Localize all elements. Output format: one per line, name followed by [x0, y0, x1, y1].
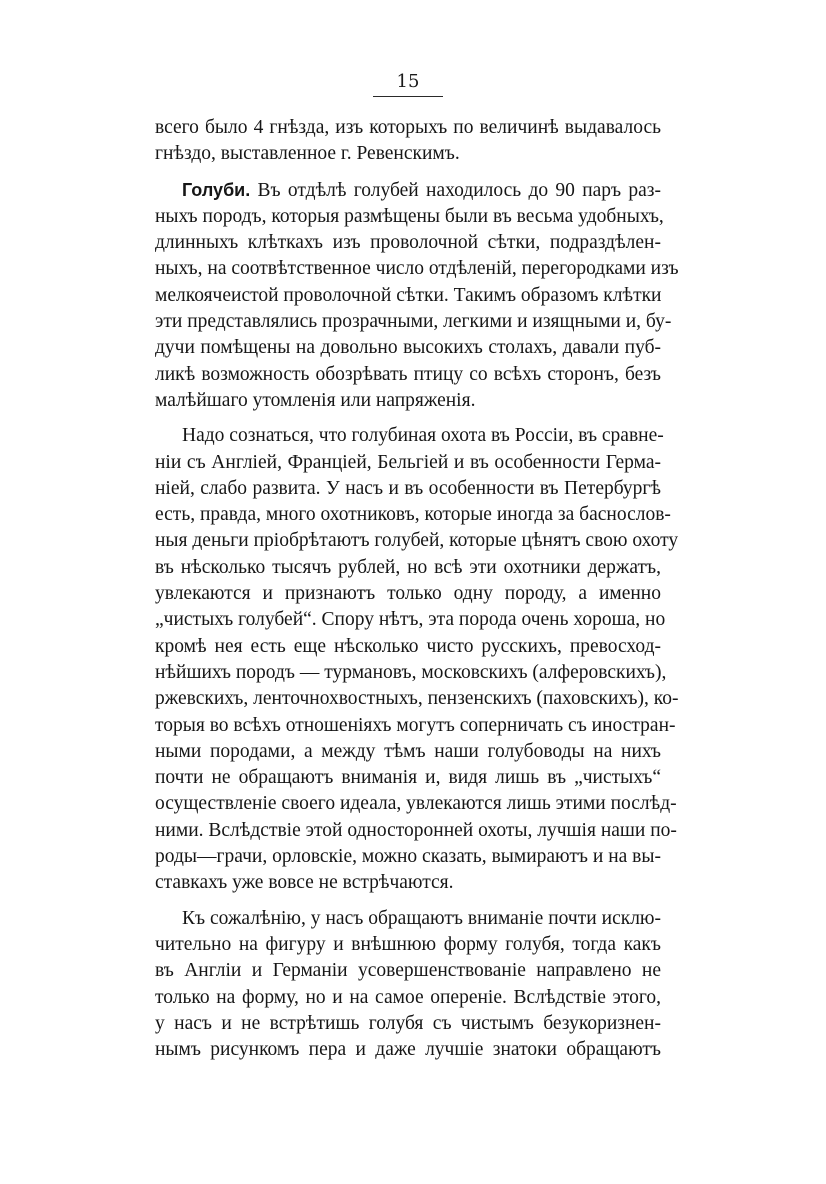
page-number: 15: [396, 71, 420, 92]
text-line: есть, правда, много охотниковъ, которые иногда за баснослов-: [155, 504, 671, 526]
text-line: ныхъ, на соотвѣтственное число отдѣленій, перегородками изъ: [155, 258, 679, 280]
text-line: ніи съ Англіей, Франціей, Бельгіей и въ особенности Герма-: [155, 451, 661, 473]
body-text: [155, 115, 679, 1063]
paragraph: [155, 115, 661, 168]
text-line: кромѣ нея есть еще нѣсколько чисто русскихъ, превосход-: [155, 635, 661, 657]
text-line: у насъ и не встрѣтишь голубя съ чистымъ безукоризнен-: [155, 1012, 661, 1034]
text-line: только на форму, но и на самое опереніе. Вслѣдствіе этого,: [155, 986, 661, 1008]
paragraph: [155, 906, 661, 1064]
text-line: ставкахъ уже вовсе не встрѣчаются.: [155, 872, 454, 894]
text-line: въ нѣсколько тысячъ рублей, но всѣ эти охотники держатъ,: [155, 556, 661, 578]
paragraph: [155, 177, 679, 415]
text-line: ними. Вслѣдствіе этой односторонней охоты, лучшія наши по-: [155, 819, 677, 841]
text-line: нѣйшихъ породъ — турмановъ, московскихъ (алферовскихъ),: [155, 661, 667, 683]
text-line: чительно на фигуру и внѣшнюю форму голубя, тогда какъ: [155, 933, 661, 955]
text-line: „чистыхъ голубей“. Спору нѣтъ, эта порода очень хороша, но: [155, 609, 666, 631]
text-line: длинныхъ клѣткахъ изъ проволочной сѣтки, подраздѣлен-: [155, 232, 661, 254]
paragraph: [155, 423, 679, 896]
text-line: малѣйшаго утомленія или напряженія.: [155, 389, 476, 411]
text-line: въ Англіи и Германіи усовершенствованіе направлено не: [155, 960, 661, 982]
text-line: ніей, слабо развита. У насъ и въ особенности въ Петербургѣ: [155, 477, 661, 499]
text-line: увлекаются и признаютъ только одну породу, а именно: [155, 583, 661, 605]
text-line: ныя деньги пріобрѣтаютъ голубей, которые цѣнятъ свою охоту: [155, 530, 679, 552]
text-line: осуществленіе своего идеала, увлекаются лишь этими послѣд-: [155, 793, 677, 815]
section-lead-word: Голуби.: [182, 179, 251, 200]
text-line: Къ сожалѣнію, у насъ обращаютъ вниманіе почти исклю-: [182, 907, 661, 929]
text-line: ржевскихъ, ленточнохвостныхъ, пензенскихъ (паховскихъ), ко-: [155, 688, 679, 710]
text-line: нымъ рисункомъ пера и даже лучшіе знатоки обращаютъ: [155, 1039, 661, 1061]
text-line: всего было 4 гнѣзда, изъ которыхъ по величинѣ выдавалось: [155, 117, 661, 138]
text-line: ныхъ породъ, которыя размѣщены были въ весьма удобныхъ,: [155, 205, 664, 227]
text-line: мелкоячеистой проволочной сѣтки. Такимъ образомъ клѣтки: [155, 284, 662, 306]
text-line: роды—грачи, орловскіе, можно сказать, вымираютъ и на вы-: [155, 846, 661, 868]
text-line: ликѣ возможность обозрѣвать птицу со всѣхъ сторонъ, безъ: [155, 363, 661, 385]
text-line: почти не обращаютъ вниманія и, видя лишь въ „чистыхъ“: [155, 767, 661, 789]
text-line: Надо сознаться, что голубиная охота въ Россіи, въ сравне-: [182, 425, 664, 447]
text-line: дучи помѣщены на довольно высокихъ столахъ, давали пуб-: [155, 337, 661, 359]
text-line: [155, 177, 661, 204]
text-line: торыя во всѣхъ отношеніяхъ могутъ соперничать съ иностран-: [155, 714, 676, 736]
page-number-rule: [373, 96, 443, 97]
text-line: гнѣздо, выставленное г. Ревенскимъ.: [155, 143, 460, 165]
text-line: ными породами, а между тѣмъ наши голубоводы на нихъ: [155, 740, 661, 762]
text-line: эти представлялись прозрачными, легкими и изящными и, бу-: [155, 311, 672, 333]
text-line-rest: Въ отдѣлѣ голубей находилось до 90 паръ раз-: [250, 179, 661, 201]
